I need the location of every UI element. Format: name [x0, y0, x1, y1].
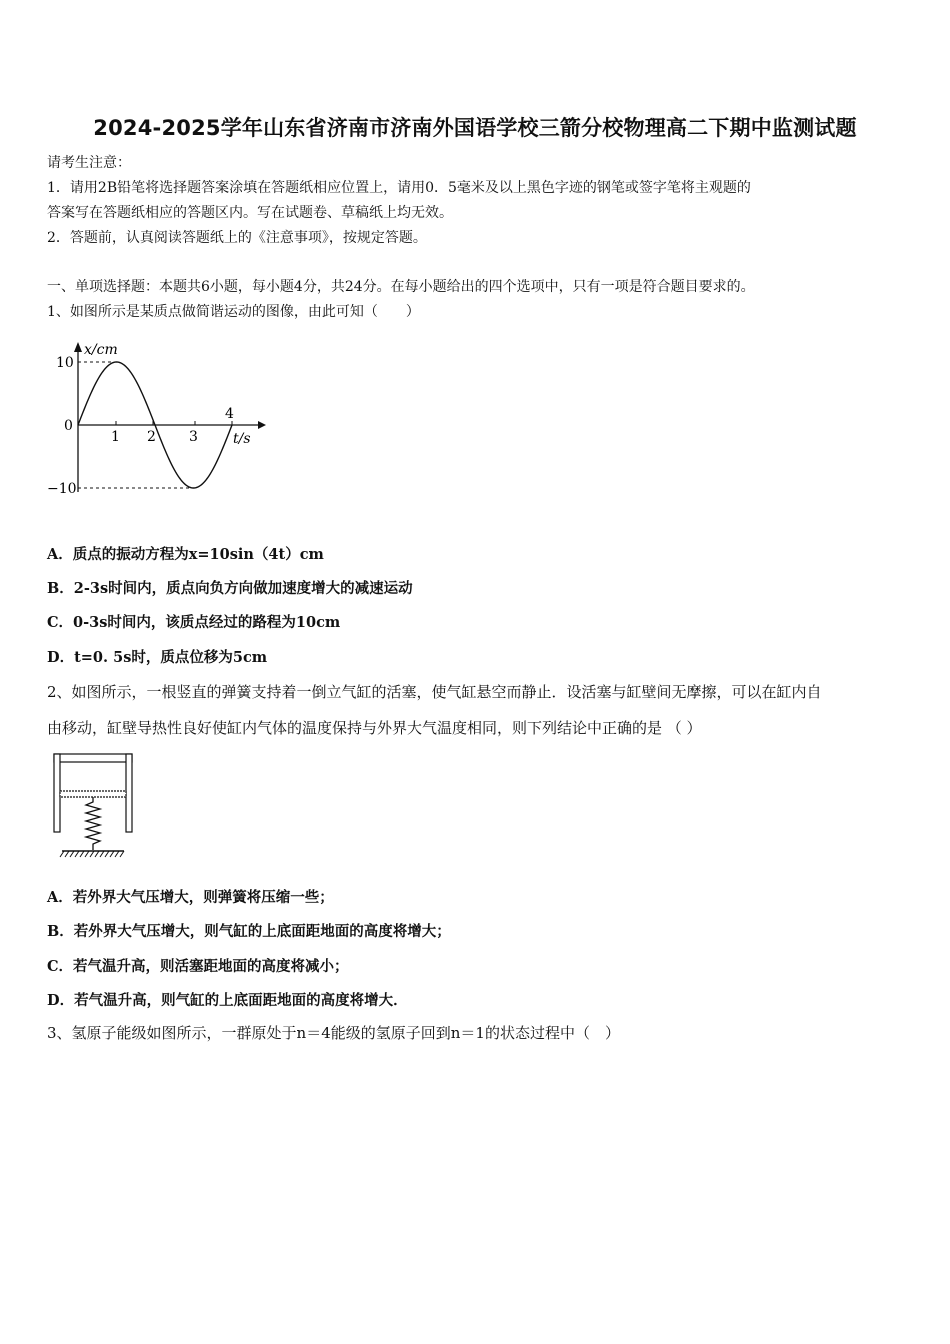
question-2-stem-line-1: 2、如图所示，一根竖直的弹簧支持着一倒立气缸的活塞，使气缸悬空而静止．设活塞与缸壁间无摩擦，可以在缸内自: [47, 683, 822, 701]
question-2-stem-line-2: 由移动，缸壁导热性良好使缸内气体的温度保持与外界大气温度相同，则下列结论中正确的是 （ ）: [47, 719, 702, 737]
q1-option-a: A．质点的振动方程为x=10sin（4t）cm: [47, 546, 324, 563]
shm-graph: [40, 332, 270, 502]
y-tick-zero: 0: [64, 418, 73, 434]
question-1-stem: 1、如图所示是某质点做简谐运动的图像，由此可知（ ）: [47, 304, 420, 320]
x-tick-4: 4: [225, 406, 234, 422]
cylinder-spring-diagram: [52, 752, 136, 860]
x-axis-label: t/s: [233, 431, 251, 447]
section-heading: 一、单项选择题：本题共6小题，每小题4分，共24分。在每小题给出的四个选项中，只有一项是符合题目要求的。: [47, 279, 755, 295]
x-tick-1: 1: [111, 429, 120, 445]
y-tick-bottom: −10: [47, 481, 77, 497]
piston: [60, 791, 126, 797]
spring: [86, 797, 100, 850]
x-tick-3: 3: [189, 429, 198, 445]
notice-line-2: 答案写在答题纸相应的答题区内。写在试题卷、草稿纸上均无效。: [47, 205, 453, 221]
ground-hatch: [60, 851, 124, 857]
notice-heading: 请考生注意：: [47, 155, 131, 171]
q2-option-c: C．若气温升高，则活塞距地面的高度将减小；: [47, 958, 349, 975]
q2-option-b: B．若外界大气压增大，则气缸的上底面距地面的高度将增大；: [47, 923, 451, 940]
cylinder-top: [54, 754, 132, 762]
question-3-stem: 3、氢原子能级如图所示，一群原处于n＝4能级的氢原子回到n＝1的状态过程中（ ）: [47, 1024, 620, 1042]
cylinder-left-wall: [54, 754, 60, 832]
q2-option-d: D．若气温升高，则气缸的上底面距地面的高度将增大．: [47, 992, 408, 1009]
notice-line-3: 2．答题前，认真阅读答题纸上的《注意事项》，按规定答题。: [47, 230, 427, 246]
cylinder-right-wall: [126, 754, 132, 832]
q1-option-d: D．t=0. 5s时，质点位移为5cm: [47, 649, 268, 666]
q1-option-b: B．2-3s时间内，质点向负方向做加速度增大的减速运动: [47, 580, 413, 597]
q2-option-a: A．若外界大气压增大，则弹簧将压缩一些；: [47, 889, 334, 906]
y-tick-top: 10: [56, 355, 74, 371]
notice-line-1: 1．请用2B铅笔将选择题答案涂填在答题纸相应位置上，请用0．5毫米及以上黑色字迹的钢笔或签字笔将主观题的: [47, 180, 751, 196]
x-tick-2: 2: [147, 429, 156, 445]
q1-option-c: C．0-3s时间内，该质点经过的路程为10cm: [47, 614, 341, 631]
displacement-axis-arrow: [74, 342, 82, 352]
time-axis-arrow: [258, 421, 266, 429]
page-title: 2024-2025学年山东省济南市济南外国语学校三箭分校物理高二下期中监测试题: [93, 116, 857, 140]
y-axis-label: x/cm: [84, 342, 118, 358]
